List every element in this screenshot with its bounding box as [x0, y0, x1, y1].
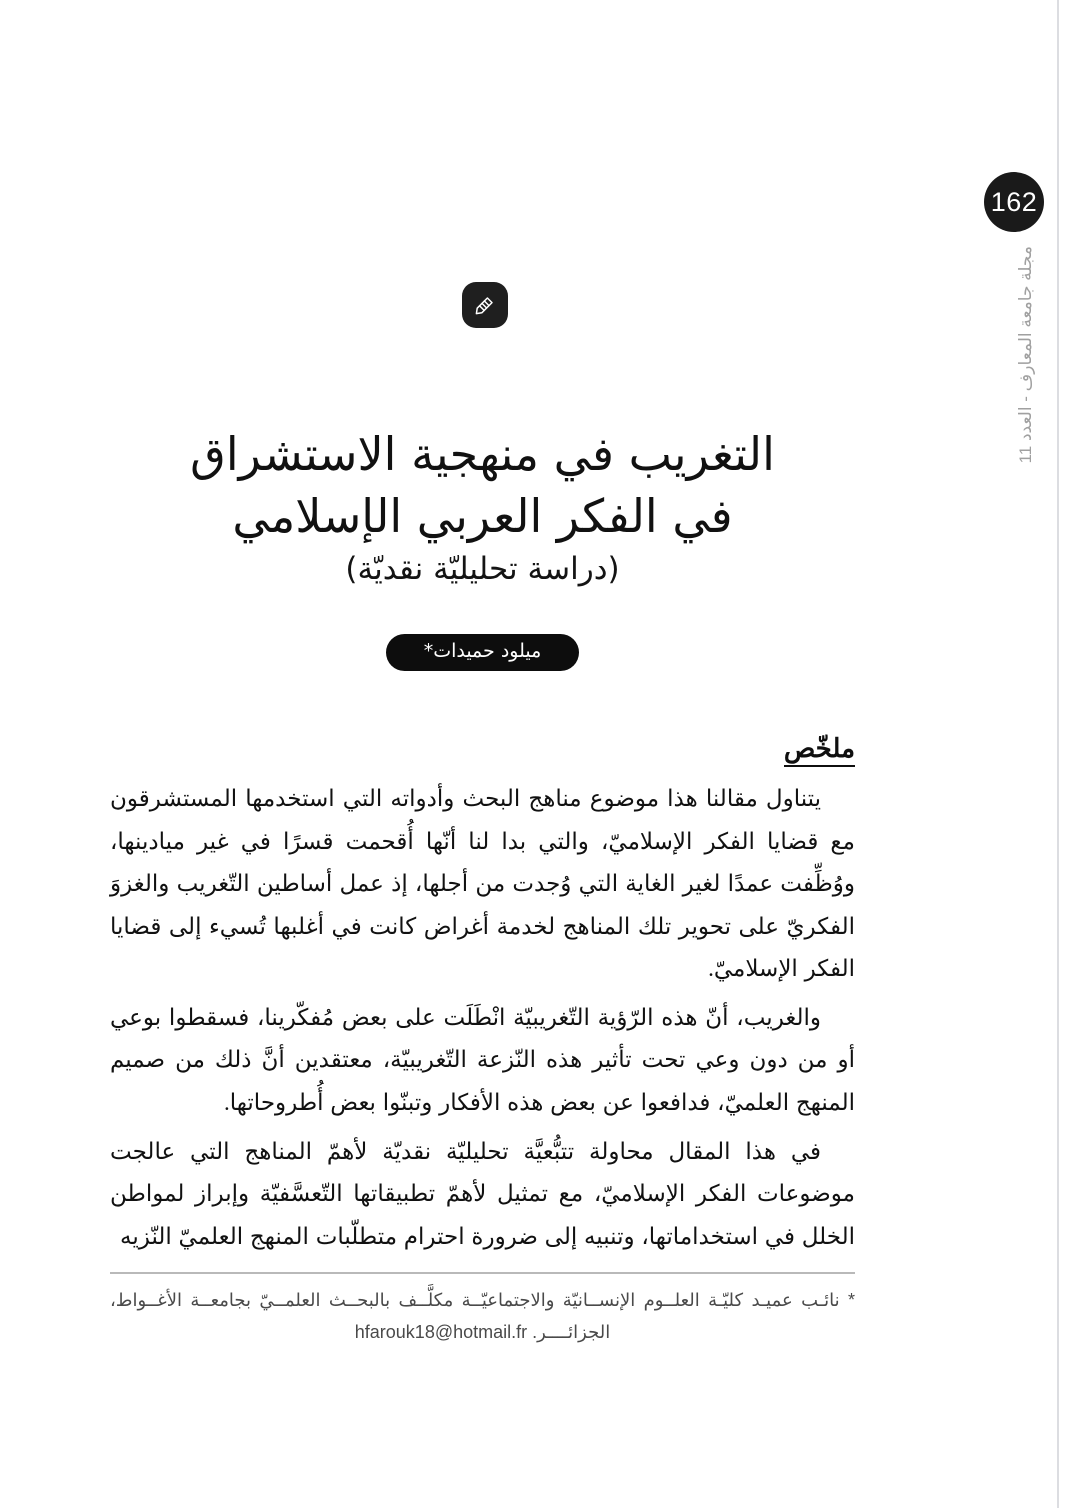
footnote-divider — [110, 1272, 855, 1274]
abstract-paragraph: والغريب، أنّ هذه الرّؤية التّغريبيّة انْطَلَت على بعض مُفكّرينا، فسقطوا بوعي أو من دون وعي تحت تأثير هذه النّزعة التّغريبيّة، معتقدين أنَّ ذلك من صميم المنهج العلميّ، فدافعوا عن بعض هذه الأفكار وتبنّوا بعض أُطروحاتها. — [110, 1004, 855, 1116]
title-line-1: التغريب في منهجية الاستشراق — [190, 427, 775, 481]
abstract-heading-label: ملخّص — [784, 734, 855, 767]
abstract-section — [110, 733, 855, 1258]
abstract-paragraph: في هذا المقال محاولة تتبُّعيَّة تحليليّة نقديّة لأهمّ المناهج التي عالجت موضوعات الفكر الإسلاميّ، مع تمثيل لأهمّ تطبيقاتها التّعسَّفيّة وإبراز لمواطن الخلل في استخداماتها، وتنبيه إلى ضرورة احترام متطلّبات المنهج العلميّ النّزيه — [110, 1138, 855, 1249]
page-trim-line — [1057, 0, 1059, 1508]
page-number-text: 162 — [990, 186, 1038, 217]
title-block — [110, 424, 855, 588]
article-subtitle: (دراسة تحليليّة نقديّة) — [345, 551, 620, 588]
page-title — [110, 424, 855, 547]
footnote-email[interactable]: hfarouk18@hotmail.fr — [354, 1321, 528, 1342]
pencil-icon — [462, 282, 508, 328]
author-name-badge: ميلود حميدات* — [386, 634, 580, 671]
title-line-2: في الفكر العربي الإسلامي — [232, 488, 733, 543]
footnote-text — [110, 1285, 855, 1348]
running-head-text: مجلة جامعة المعارف - العدد 11 — [1016, 246, 1035, 464]
abstract-heading — [110, 733, 855, 764]
footnote-section — [110, 1272, 855, 1348]
author-block — [110, 634, 855, 671]
footnote-affiliation: * نائـب عميـد كليّـة العلــوم الإنســانيّة والاجتماعيّــة مكلَّــف بالبحــث العلمــيّ بجامعــة الأغــواط، الجزائــــر. — [110, 1290, 855, 1342]
abstract-paragraph: يتناول مقالنا هذا موضوع مناهج البحث وأدواته التي استخدمها المستشرقون مع قضايا الفكر الإسلاميّ، والتي بدا لنا أنّها أُقحمت قسرًا في غير ميادينها، ووُظِّفت عمدًا لغير الغاية التي وُجدت من أجلها، إذ عمل أساطين التّغريب والغزوَ الفكريّ على تحوير تلك المناهج لخدمة أغراض كانت في أغلبها تُسيء إلى قضايا الفكر الإسلاميّ. — [110, 786, 855, 982]
page-number-badge — [984, 172, 1044, 232]
